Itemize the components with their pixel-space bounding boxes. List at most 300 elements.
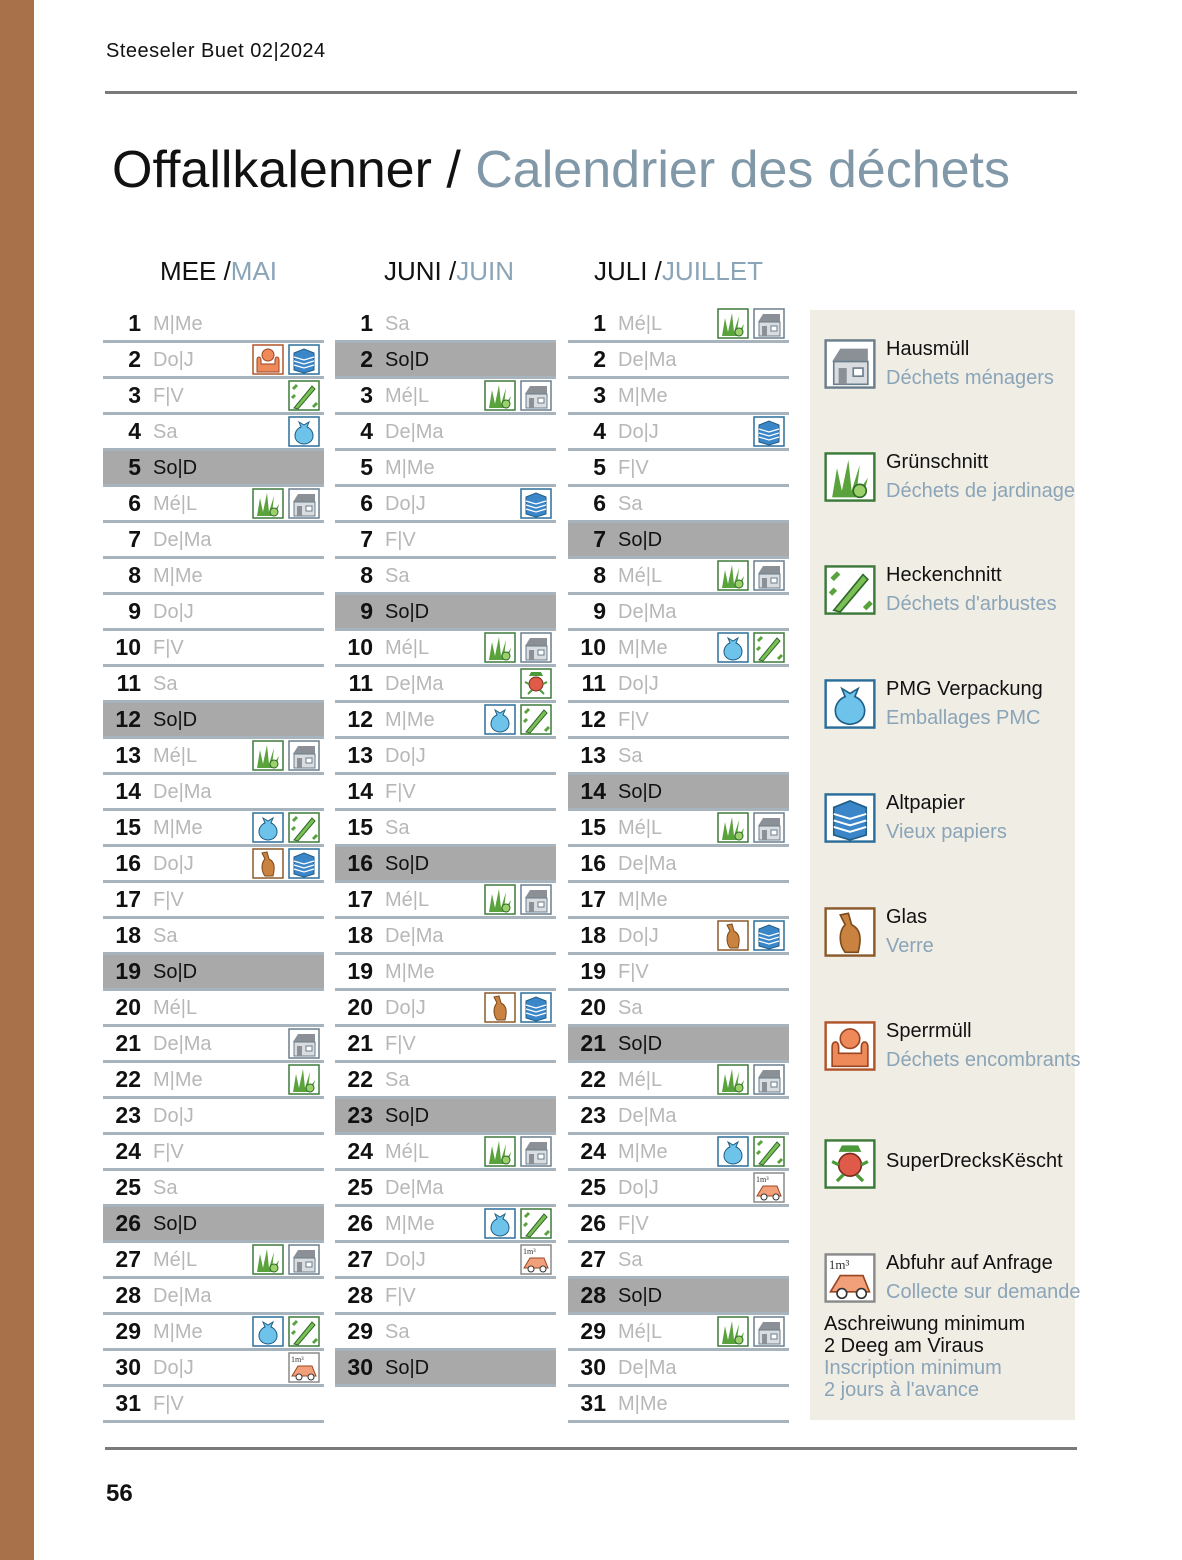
hedge-waste-icon bbox=[520, 1208, 552, 1239]
day-number: 28 bbox=[347, 1282, 373, 1308]
legend-label-de: Altpapier bbox=[886, 792, 965, 814]
weekday-label: F|V bbox=[153, 889, 184, 911]
day-number: 12 bbox=[347, 706, 373, 732]
weekday-label: Do|J bbox=[618, 421, 659, 443]
pmc-bag-icon bbox=[484, 1208, 516, 1239]
day-number: 25 bbox=[115, 1174, 141, 1200]
calendar-day-row bbox=[335, 667, 556, 703]
calendar-day-row bbox=[335, 883, 556, 919]
weekday-label: M|Me bbox=[618, 889, 668, 911]
day-number: 2 bbox=[360, 346, 373, 372]
calendar-day-row bbox=[568, 1171, 789, 1207]
day-number: 12 bbox=[115, 706, 141, 732]
weekday-label: Mé|L bbox=[153, 1249, 198, 1271]
collection-icons bbox=[753, 1172, 785, 1203]
weekday-label: Mé|L bbox=[153, 493, 198, 515]
on-demand-pickup-icon bbox=[753, 1172, 785, 1203]
day-number: 19 bbox=[115, 958, 141, 984]
calendar-day-row bbox=[103, 811, 324, 847]
weekday-label: De|Ma bbox=[618, 1105, 677, 1127]
green-waste-icon bbox=[484, 632, 516, 663]
day-number: 3 bbox=[360, 382, 373, 408]
collection-icons bbox=[520, 668, 552, 699]
day-number: 26 bbox=[347, 1210, 373, 1236]
household-waste-icon bbox=[520, 1136, 552, 1167]
weekday-label: Mé|L bbox=[618, 817, 663, 839]
legend-label-de: Heckenchnitt bbox=[886, 564, 1002, 586]
green-waste-icon bbox=[252, 488, 284, 519]
calendar-day-row bbox=[568, 1351, 789, 1387]
day-number: 5 bbox=[360, 454, 373, 480]
calendar-day-row bbox=[568, 847, 789, 883]
weekday-label: Do|J bbox=[153, 1105, 194, 1127]
weekday-label: De|Ma bbox=[153, 781, 212, 803]
weekday-label: Do|J bbox=[153, 1357, 194, 1379]
weekday-label: M|Me bbox=[153, 1321, 203, 1343]
weekday-label: Sa bbox=[153, 421, 178, 443]
calendar-day-row bbox=[568, 703, 789, 739]
calendar-day-row bbox=[335, 451, 556, 487]
pmc-bag-icon bbox=[252, 812, 284, 843]
day-number: 19 bbox=[347, 958, 373, 984]
day-number: 21 bbox=[347, 1030, 373, 1056]
day-number: 20 bbox=[580, 994, 606, 1020]
glass-bottle-icon bbox=[484, 992, 516, 1023]
day-number: 10 bbox=[115, 634, 141, 660]
calendar-day-row bbox=[568, 811, 789, 847]
collection-icons bbox=[717, 308, 785, 339]
glass-bottle-icon bbox=[717, 920, 749, 951]
weekday-label: F|V bbox=[618, 1213, 649, 1235]
note-fr-line2: 2 jours à l'avance bbox=[824, 1379, 980, 1401]
weekday-label: M|Me bbox=[618, 385, 668, 407]
calendar-day-row bbox=[103, 1387, 324, 1423]
on-demand-pickup-icon bbox=[824, 1252, 876, 1304]
month-header-july bbox=[594, 256, 763, 287]
calendar-day-row bbox=[568, 1135, 789, 1171]
calendar-day-row bbox=[568, 1063, 789, 1099]
calendar-day-row bbox=[103, 451, 324, 487]
day-number: 18 bbox=[347, 922, 373, 948]
day-number: 22 bbox=[580, 1066, 606, 1092]
on-demand-pickup-icon bbox=[288, 1352, 320, 1383]
calendar-day-row bbox=[335, 595, 556, 631]
calendar-day-row bbox=[568, 595, 789, 631]
calendar-day-row bbox=[335, 559, 556, 595]
day-number: 3 bbox=[593, 382, 606, 408]
day-number: 3 bbox=[128, 382, 141, 408]
day-number: 28 bbox=[115, 1282, 141, 1308]
calendar-column-may bbox=[103, 307, 324, 1423]
day-number: 17 bbox=[115, 886, 141, 912]
day-number: 4 bbox=[128, 418, 141, 444]
weekday-label: Mé|L bbox=[385, 889, 430, 911]
day-number: 26 bbox=[580, 1210, 606, 1236]
collection-icons bbox=[484, 380, 552, 411]
collection-icons bbox=[717, 1136, 785, 1167]
weekday-label: Do|J bbox=[618, 673, 659, 695]
svg-text:1m³: 1m³ bbox=[756, 1175, 769, 1184]
paper-icon bbox=[753, 920, 785, 951]
page-number: 56 bbox=[106, 1480, 133, 1507]
legend-label-fr: Verre bbox=[886, 935, 934, 957]
calendar-day-row bbox=[568, 775, 789, 811]
month-fr: JUIN bbox=[456, 256, 515, 286]
collection-icons bbox=[520, 1244, 552, 1275]
legend-label-de: SuperDrecksKëscht bbox=[886, 1150, 1063, 1172]
day-number: 2 bbox=[128, 346, 141, 372]
weekday-label: Sa bbox=[385, 313, 410, 335]
day-number: 11 bbox=[581, 670, 606, 696]
calendar-day-row bbox=[103, 775, 324, 811]
day-number: 21 bbox=[580, 1030, 606, 1056]
paper-icon bbox=[520, 992, 552, 1023]
collection-icons bbox=[484, 704, 552, 735]
calendar-day-row bbox=[568, 883, 789, 919]
calendar-day-row bbox=[335, 631, 556, 667]
legend-label-fr: Déchets ménagers bbox=[886, 367, 1054, 389]
household-waste-icon bbox=[824, 338, 876, 390]
calendar-day-row bbox=[335, 415, 556, 451]
day-number: 29 bbox=[580, 1318, 606, 1344]
superdreckskescht-icon bbox=[520, 668, 552, 699]
page-spine bbox=[0, 0, 34, 1560]
day-number: 23 bbox=[580, 1102, 606, 1128]
weekday-label: Do|J bbox=[385, 493, 426, 515]
weekday-label: F|V bbox=[153, 1393, 184, 1415]
day-number: 16 bbox=[347, 850, 373, 876]
day-number: 13 bbox=[580, 742, 606, 768]
day-number: 11 bbox=[348, 670, 373, 696]
weekday-label: De|Ma bbox=[153, 1033, 212, 1055]
day-number: 4 bbox=[360, 418, 373, 444]
svg-text:1m³: 1m³ bbox=[828, 1257, 850, 1273]
day-number: 22 bbox=[347, 1066, 373, 1092]
legend-label-de: Abfuhr auf Anfrage bbox=[886, 1252, 1053, 1274]
weekday-label: Do|J bbox=[385, 1249, 426, 1271]
calendar-day-row bbox=[335, 775, 556, 811]
day-number: 31 bbox=[115, 1390, 141, 1416]
pmc-bag-icon bbox=[288, 416, 320, 447]
green-waste-icon bbox=[717, 560, 749, 591]
note-de-line1: Aschreiwung minimum bbox=[824, 1313, 1026, 1335]
weekday-label: De|Ma bbox=[618, 1357, 677, 1379]
day-number: 4 bbox=[593, 418, 606, 444]
hedge-waste-icon bbox=[753, 1136, 785, 1167]
glass-bottle-icon bbox=[252, 848, 284, 879]
calendar-day-row bbox=[335, 1315, 556, 1351]
weekday-label: Sa bbox=[618, 745, 643, 767]
calendar-day-row bbox=[103, 307, 324, 343]
weekday-label: So|D bbox=[618, 1033, 663, 1055]
paper-icon bbox=[824, 792, 876, 844]
weekday-label: F|V bbox=[385, 1285, 416, 1307]
collection-icons bbox=[288, 380, 320, 411]
day-number: 20 bbox=[347, 994, 373, 1020]
day-number: 1 bbox=[128, 310, 141, 336]
day-number: 27 bbox=[347, 1246, 373, 1272]
collection-icons bbox=[520, 488, 552, 519]
day-number: 9 bbox=[593, 598, 606, 624]
calendar-day-row bbox=[568, 1279, 789, 1315]
calendar-day-row bbox=[568, 631, 789, 667]
day-number: 18 bbox=[580, 922, 606, 948]
weekday-label: De|Ma bbox=[153, 529, 212, 551]
weekday-label: Sa bbox=[385, 817, 410, 839]
day-number: 6 bbox=[593, 490, 606, 516]
bulky-waste-icon bbox=[824, 1020, 876, 1072]
weekday-label: Mé|L bbox=[618, 313, 663, 335]
pmc-bag-icon bbox=[484, 704, 516, 735]
calendar-day-row bbox=[568, 1099, 789, 1135]
hedge-waste-icon bbox=[520, 704, 552, 735]
collection-icons bbox=[252, 1244, 320, 1275]
calendar-day-row bbox=[568, 523, 789, 559]
day-number: 1 bbox=[360, 310, 373, 336]
day-number: 14 bbox=[580, 778, 606, 804]
green-waste-icon bbox=[717, 812, 749, 843]
day-number: 13 bbox=[115, 742, 141, 768]
collection-icons bbox=[288, 1028, 320, 1059]
day-number: 2 bbox=[593, 346, 606, 372]
green-waste-icon bbox=[484, 1136, 516, 1167]
household-waste-icon bbox=[753, 308, 785, 339]
hedge-waste-icon bbox=[288, 1316, 320, 1347]
weekday-label: Do|J bbox=[153, 349, 194, 371]
green-waste-icon bbox=[252, 740, 284, 771]
calendar-day-row bbox=[568, 307, 789, 343]
calendar-day-row bbox=[103, 919, 324, 955]
month-de: JUNI / bbox=[384, 256, 457, 286]
green-waste-icon bbox=[824, 451, 876, 503]
collection-icons bbox=[252, 488, 320, 519]
weekday-label: De|Ma bbox=[385, 925, 444, 947]
collection-icons bbox=[717, 812, 785, 843]
day-number: 16 bbox=[580, 850, 606, 876]
weekday-label: So|D bbox=[153, 457, 198, 479]
calendar-day-row bbox=[568, 1315, 789, 1351]
calendar-day-row bbox=[568, 1207, 789, 1243]
calendar-day-row bbox=[568, 451, 789, 487]
weekday-label: F|V bbox=[153, 637, 184, 659]
paper-icon bbox=[520, 488, 552, 519]
pmc-bag-icon bbox=[824, 678, 876, 730]
weekday-label: Sa bbox=[385, 1069, 410, 1091]
collection-icons bbox=[252, 1316, 320, 1347]
day-number: 6 bbox=[360, 490, 373, 516]
calendar-day-row bbox=[568, 379, 789, 415]
weekday-label: Sa bbox=[153, 673, 178, 695]
weekday-label: F|V bbox=[153, 385, 184, 407]
green-waste-icon bbox=[484, 884, 516, 915]
hedge-waste-icon bbox=[288, 812, 320, 843]
collection-icons bbox=[484, 1136, 552, 1167]
weekday-label: M|Me bbox=[385, 961, 435, 983]
day-number: 13 bbox=[347, 742, 373, 768]
legend-panel bbox=[810, 310, 1081, 1420]
day-number: 12 bbox=[580, 706, 606, 732]
collection-icons bbox=[717, 1064, 785, 1095]
hedge-waste-icon bbox=[288, 380, 320, 411]
weekday-label: M|Me bbox=[385, 709, 435, 731]
green-waste-icon bbox=[484, 380, 516, 411]
legend-label-fr: Déchets d'arbustes bbox=[886, 593, 1057, 615]
day-number: 17 bbox=[347, 886, 373, 912]
weekday-label: M|Me bbox=[153, 1069, 203, 1091]
weekday-label: Sa bbox=[153, 925, 178, 947]
weekday-label: Mé|L bbox=[618, 1069, 663, 1091]
calendar-day-row bbox=[103, 595, 324, 631]
day-number: 22 bbox=[115, 1066, 141, 1092]
calendar-day-row bbox=[568, 919, 789, 955]
calendar-day-row bbox=[335, 1243, 556, 1279]
collection-icons bbox=[484, 884, 552, 915]
calendar-day-row bbox=[335, 307, 556, 343]
legend-label-fr: Vieux papiers bbox=[886, 821, 1007, 843]
weekday-label: M|Me bbox=[618, 637, 668, 659]
day-number: 19 bbox=[580, 958, 606, 984]
green-waste-icon bbox=[252, 1244, 284, 1275]
green-waste-icon bbox=[717, 308, 749, 339]
calendar-day-row bbox=[103, 487, 324, 523]
calendar-day-row bbox=[103, 1243, 324, 1279]
superdreckskescht-icon bbox=[824, 1138, 876, 1190]
calendar-day-row bbox=[568, 1387, 789, 1423]
pmc-bag-icon bbox=[717, 1136, 749, 1167]
weekday-label: F|V bbox=[385, 781, 416, 803]
day-number: 31 bbox=[580, 1390, 606, 1416]
day-number: 15 bbox=[580, 814, 606, 840]
day-number: 10 bbox=[347, 634, 373, 660]
calendar-day-row bbox=[335, 1351, 556, 1387]
calendar-day-row bbox=[335, 847, 556, 883]
weekday-label: Sa bbox=[618, 997, 643, 1019]
weekday-label: Mé|L bbox=[385, 385, 430, 407]
weekday-label: F|V bbox=[618, 709, 649, 731]
calendar-day-row bbox=[335, 1027, 556, 1063]
calendar-column-july bbox=[568, 307, 789, 1423]
collection-icons bbox=[484, 992, 552, 1023]
legend-label-de: PMG Verpackung bbox=[886, 678, 1043, 700]
household-waste-icon bbox=[520, 632, 552, 663]
calendar-day-row bbox=[103, 1207, 324, 1243]
calendar-day-row bbox=[103, 415, 324, 451]
month-header-june bbox=[384, 256, 514, 287]
weekday-label: So|D bbox=[385, 601, 430, 623]
weekday-label: Mé|L bbox=[618, 565, 663, 587]
day-number: 20 bbox=[115, 994, 141, 1020]
calendar-day-row bbox=[103, 847, 324, 883]
weekday-label: Do|J bbox=[618, 1177, 659, 1199]
calendar-day-row bbox=[568, 343, 789, 379]
day-number: 21 bbox=[115, 1030, 141, 1056]
calendar-day-row bbox=[103, 1027, 324, 1063]
paper-icon bbox=[288, 344, 320, 375]
legend-label-fr: Emballages PMC bbox=[886, 707, 1041, 729]
weekday-label: F|V bbox=[618, 457, 649, 479]
day-number: 25 bbox=[580, 1174, 606, 1200]
calendar-day-row bbox=[568, 667, 789, 703]
weekday-label: De|Ma bbox=[385, 1177, 444, 1199]
collection-icons bbox=[252, 812, 320, 843]
household-waste-icon bbox=[288, 1244, 320, 1275]
day-number: 5 bbox=[593, 454, 606, 480]
day-number: 26 bbox=[115, 1210, 141, 1236]
weekday-label: M|Me bbox=[385, 457, 435, 479]
calendar-day-row bbox=[335, 811, 556, 847]
legend-label-fr: Déchets encombrants bbox=[886, 1049, 1081, 1071]
bulky-waste-icon bbox=[252, 344, 284, 375]
hedge-waste-icon bbox=[824, 564, 876, 616]
day-number: 17 bbox=[580, 886, 606, 912]
calendar-day-row bbox=[335, 1099, 556, 1135]
weekday-label: Do|J bbox=[385, 745, 426, 767]
calendar-day-row bbox=[103, 883, 324, 919]
collection-icons bbox=[717, 1316, 785, 1347]
calendar-day-row bbox=[568, 1243, 789, 1279]
weekday-label: De|Ma bbox=[153, 1285, 212, 1307]
month-de: MEE / bbox=[160, 256, 231, 286]
calendar-day-row bbox=[335, 523, 556, 559]
month-fr: JUILLET bbox=[661, 256, 764, 286]
collection-icons bbox=[484, 632, 552, 663]
legend-label-de: Glas bbox=[886, 906, 928, 928]
calendar-day-row bbox=[335, 343, 556, 379]
legend-label-de: Grünschnitt bbox=[886, 451, 989, 473]
day-number: 8 bbox=[128, 562, 141, 588]
day-number: 25 bbox=[347, 1174, 373, 1200]
day-number: 15 bbox=[347, 814, 373, 840]
weekday-label: Sa bbox=[618, 493, 643, 515]
weekday-label: So|D bbox=[618, 1285, 663, 1307]
day-number: 11 bbox=[116, 670, 141, 696]
calendar-day-row bbox=[103, 1171, 324, 1207]
calendar-day-row bbox=[568, 991, 789, 1027]
calendar-day-row bbox=[335, 1063, 556, 1099]
on-demand-pickup-icon bbox=[520, 1244, 552, 1275]
legend-label-fr: Déchets de jardinage bbox=[886, 480, 1076, 502]
calendar-day-row bbox=[103, 1135, 324, 1171]
calendar-day-row bbox=[103, 1063, 324, 1099]
collection-icons bbox=[717, 920, 785, 951]
household-waste-icon bbox=[288, 488, 320, 519]
calendar-day-row bbox=[335, 379, 556, 415]
weekday-label: De|Ma bbox=[385, 673, 444, 695]
month-header-may bbox=[160, 256, 277, 287]
bottom-divider bbox=[105, 1447, 1077, 1450]
day-number: 28 bbox=[580, 1282, 606, 1308]
title-fr: Calendrier des déchets bbox=[475, 141, 1011, 199]
note-fr-line1: Inscription minimum bbox=[824, 1357, 1002, 1379]
paper-icon bbox=[288, 848, 320, 879]
day-number: 29 bbox=[347, 1318, 373, 1344]
weekday-label: De|Ma bbox=[618, 601, 677, 623]
day-number: 23 bbox=[347, 1102, 373, 1128]
page-title bbox=[112, 140, 1010, 200]
top-divider bbox=[105, 91, 1077, 94]
weekday-label: Do|J bbox=[153, 853, 194, 875]
month-de: JULI / bbox=[594, 256, 662, 286]
collection-icons bbox=[717, 560, 785, 591]
collection-icons bbox=[288, 1352, 320, 1383]
day-number: 30 bbox=[347, 1354, 373, 1380]
weekday-label: Do|J bbox=[618, 925, 659, 947]
weekday-label: F|V bbox=[618, 961, 649, 983]
month-fr: MAI bbox=[230, 256, 278, 286]
calendar-day-row bbox=[103, 739, 324, 775]
day-number: 5 bbox=[128, 454, 141, 480]
day-number: 27 bbox=[115, 1246, 141, 1272]
